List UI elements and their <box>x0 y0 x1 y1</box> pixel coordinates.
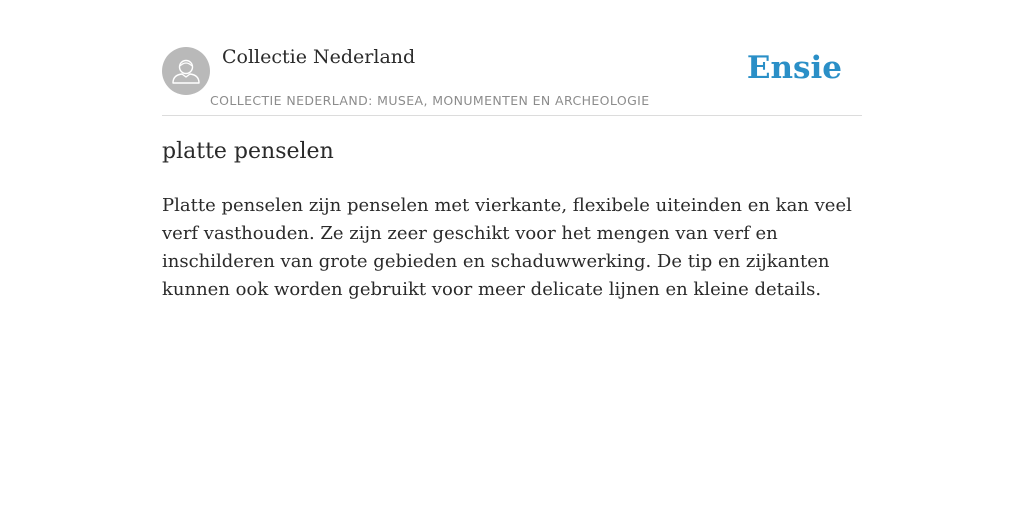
author-subtitle: COLLECTIE NEDERLAND: MUSEA, MONUMENTEN EN ARCHEOLOGIE <box>210 93 650 108</box>
entry-header <box>162 0 862 116</box>
entry-term: platte penselen <box>162 139 334 164</box>
author-avatar[interactable] <box>162 47 210 95</box>
user-icon <box>162 47 210 95</box>
entry-card <box>162 0 862 300</box>
brand-logo[interactable]: Ensie <box>746 50 842 86</box>
entry-definition: Platte penselen zijn penselen met vierkante, flexibele uiteinden en kan veel verf vasthouden. Ze zijn zeer geschikt voor het mengen van verf en inschilderen van grote gebieden en schaduwwerking. De tip en zijkanten kunnen ook worden gebruikt voor meer delicate lijnen en kleine details. <box>162 195 852 300</box>
author-name[interactable]: Collectie Nederland <box>222 46 416 68</box>
